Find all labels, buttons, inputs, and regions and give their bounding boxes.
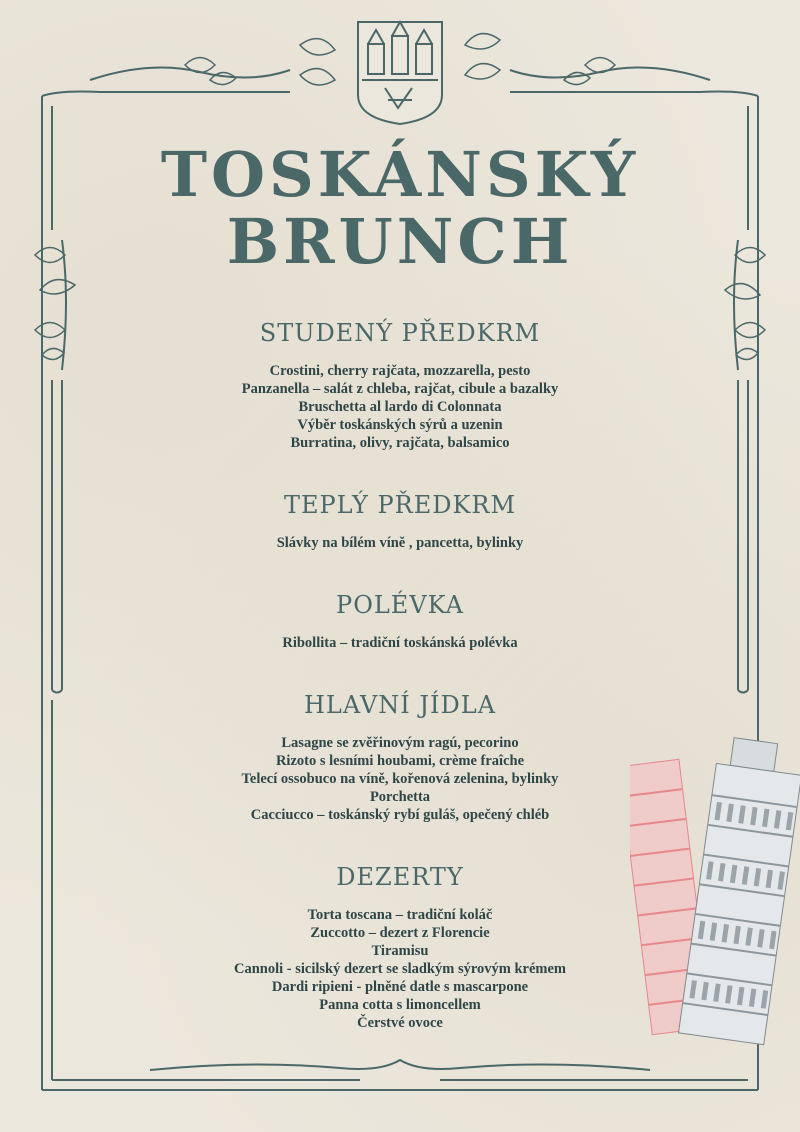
section-title: STUDENÝ PŘEDKRM: [259, 319, 541, 347]
menu-item: Torta toscana – tradiční koláč: [307, 907, 493, 923]
section-soup: [150, 590, 650, 652]
menu-item: Lasagne se zvěřinovým ragú, pecorino: [281, 735, 519, 751]
city-crest-icon: [358, 22, 442, 124]
section-title: TEPLÝ PŘEDKRM: [283, 491, 517, 519]
section-desserts: [150, 862, 650, 1032]
menu-item: Bruschetta al lardo di Colonnata: [298, 399, 502, 415]
menu-item: Slávky na bílém víně , pancetta, bylinky: [276, 535, 524, 551]
menu-item: Rizoto s lesními houbami, crème fraîche: [275, 753, 525, 769]
leaning-tower-pisa-icon: [630, 730, 800, 1060]
menu-content: [150, 318, 650, 1032]
menu-item: Ribollita – tradiční toskánská polévka: [282, 635, 518, 651]
menu-item: Crostini, cherry rajčata, mozzarella, pesto: [269, 363, 531, 379]
menu-item: Zuccotto – dezert z Florencie: [310, 925, 490, 941]
section-title: DEZERTY: [336, 863, 464, 891]
section-title: HLAVNÍ JÍDLA: [303, 691, 497, 719]
section-title: POLÉVKA: [336, 591, 464, 619]
menu-item: Dardi ripieni - plněné datle s mascarpone: [271, 979, 529, 995]
menu-item: Burratina, olivy, rajčata, balsamico: [290, 435, 510, 451]
menu-item: Porchetta: [369, 789, 431, 805]
section-warm-starter: [150, 490, 650, 552]
menu-title-line2: BRUNCH: [226, 205, 574, 278]
menu-item: Výběr toskánských sýrů a uzenin: [297, 417, 503, 433]
section-main-dishes: [150, 690, 650, 824]
menu-item: Cannoli - sicilský dezert se sladkým sýrovým krémem: [234, 961, 566, 977]
menu-item: Cacciucco – toskánský rybí guláš, opečený chléb: [250, 807, 550, 823]
menu-item: Telecí ossobuco na víně, kořenová zelenina, bylinky: [241, 771, 559, 787]
menu-item: Čerstvé ovoce: [357, 1015, 443, 1031]
menu-item: Panzanella – salát z chleba, rajčat, cibule a bazalky: [241, 381, 559, 397]
menu-item: Tiramisu: [371, 943, 429, 959]
menu-item: Panna cotta s limoncellem: [319, 997, 481, 1013]
menu-title-line1: TOSKÁNSKÝ: [160, 138, 640, 211]
section-cold-starter: [150, 318, 650, 452]
